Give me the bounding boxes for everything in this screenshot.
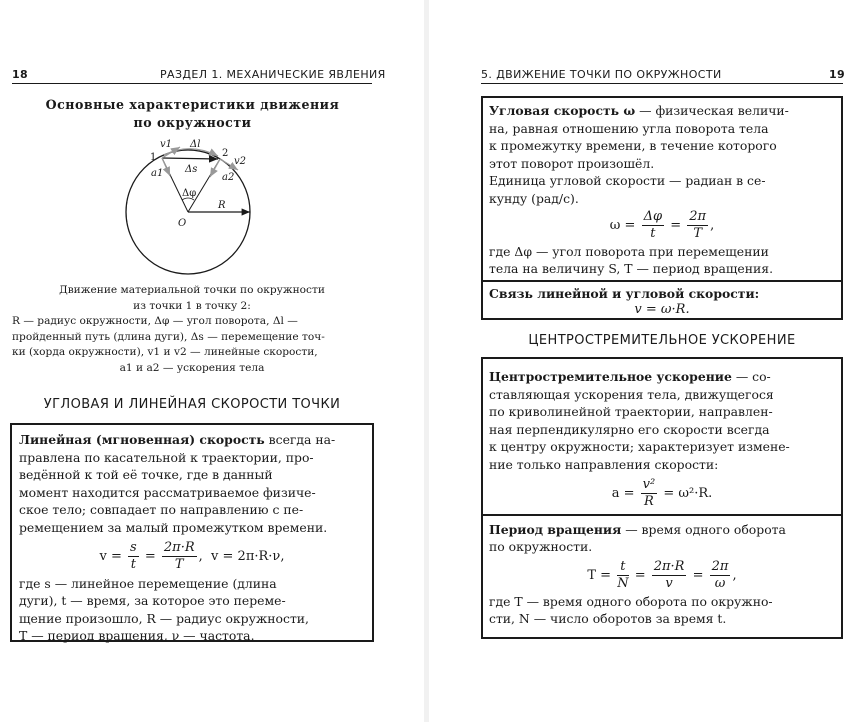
section-heading-linear: УГЛОВАЯ И ЛИНЕЙНАЯ СКОРОСТИ ТОЧКИ: [43, 397, 341, 412]
period-after1: где T — время одного оборота по окружно-: [489, 593, 773, 609]
angular-line4: этот поворот произошёл.: [489, 155, 655, 171]
linear-term: Линейная (мгновенная) скорость: [19, 432, 265, 447]
linear-line5: ское тело; совпадает по направлению с пе-: [19, 502, 304, 518]
label-O: O: [178, 218, 187, 229]
acceleration-a2: [210, 159, 220, 177]
period-term: Период вращения: [489, 521, 622, 537]
label-point-2: 2: [222, 148, 229, 159]
label-a2: a2: [222, 172, 235, 183]
angular-line1: Угловая скорость ω — физическая величи-: [489, 103, 789, 118]
figure-title-line1: Основные характеристики движения: [45, 97, 340, 112]
linear-line2: правлена по касательной к траектории, про-: [19, 449, 314, 465]
caption-line3: R — радиус окружности, Δφ — угол поворота, Δl —: [12, 315, 298, 328]
label-dphi: Δφ: [182, 188, 197, 199]
angular-after2: тела на величину S, T — период вращения.: [489, 261, 774, 277]
displacement-chord: [162, 158, 218, 159]
angular-line5: Единица угловой скорости — радиан в се-: [489, 173, 766, 189]
figure-title-line2: по окружности: [133, 115, 252, 130]
link-title: Связь линейной и угловой скорости:: [489, 285, 760, 301]
caption-line4: пройденный путь (длина дуги), Δs — перемещение точ-: [12, 330, 325, 343]
label-v1: v1: [160, 139, 173, 150]
centripetal-line4: ная перпендикулярно его скорости всегда: [489, 421, 770, 437]
link-subbox: [483, 280, 841, 322]
label-dl: Δl: [190, 139, 201, 150]
label-a1: a1: [151, 168, 164, 179]
centripetal-line3: по криволинейной траектории, направлен-: [489, 404, 773, 420]
linear-line3: ведённой к той её точке, где в данный: [19, 467, 273, 483]
header-rule-right: [481, 83, 843, 84]
linear-after1: где s — линейное перемещение (длина: [19, 575, 277, 591]
angular-term: Угловая скорость ω: [489, 103, 636, 118]
angular-velocity-box: [481, 96, 843, 320]
period-line2: по окружности.: [489, 539, 593, 555]
figure-title: [0, 96, 385, 132]
centripetal-line5: к центру окружности; характеризует измене-: [489, 439, 790, 455]
linear-line1: Линейная (мгновенная) скорость всегда на-: [19, 432, 336, 447]
label-v2: v2: [234, 156, 247, 167]
angular-formula: ω = $\frac{\Delta\varphi}{t}$ = $\frac{2\pi}{T}$ ,: [609, 208, 715, 241]
linear-after2: дуги), t — время, за которое это переме-: [19, 593, 286, 609]
linear-velocity-box: [10, 423, 374, 642]
angular-after1: где Δφ — угол поворота при перемещении: [489, 243, 769, 259]
link-formula: v = ω·R.: [634, 302, 690, 318]
label-ds: Δs: [185, 164, 198, 175]
centripetal-box: [481, 357, 843, 639]
page-number-right: 19: [829, 68, 846, 81]
right-page: [429, 0, 854, 722]
linear-formula: v = $\frac{s}{t}$ = $\frac{2\pi\cdot R}{T}$ , v = 2π·R·ν,: [99, 539, 285, 572]
angular-line2: на, равная отношению угла поворота тела: [489, 120, 769, 136]
linear-after4: T — период вращения, ν — частота.: [19, 628, 255, 644]
caption-line5: ки (хорда окружности), v1 и v2 — линейные скорости,: [12, 346, 318, 359]
angular-line3: к промежутку времени, в течение которого: [489, 138, 777, 154]
page-number-left: 18: [12, 68, 29, 81]
figure-caption: [12, 283, 372, 377]
period-after2: сти, N — число оборотов за время t.: [489, 611, 727, 627]
section-heading-centripetal: ЦЕНТРОСТРЕМИТЕЛЬНОЕ УСКОРЕНИЕ: [528, 333, 796, 348]
period-line1: Период вращения — время одного оборота: [489, 521, 786, 537]
centripetal-line6: ние только направления скорости:: [489, 456, 719, 472]
caption-line6: a1 и a2 — ускорения тела: [119, 361, 265, 374]
caption-line1: Движение материальной точки по окружности: [59, 284, 325, 296]
label-R: R: [218, 200, 226, 211]
left-page: [0, 0, 425, 722]
linear-after3: щение произошло, R — радиус окружности,: [19, 610, 310, 626]
label-point-1: 1: [150, 152, 157, 163]
centripetal-formula: a = $\frac{\text{v²}}{R}$ = ω²·R.: [611, 476, 713, 509]
linear-line6: ремещением за малый промежутком времени.: [19, 519, 328, 535]
period-subbox: [483, 514, 841, 633]
running-head-right: 5. ДВИЖЕНИЕ ТОЧКИ ПО ОКРУЖНОСТИ: [481, 68, 722, 81]
running-head-left: РАЗДЕЛ 1. МЕХАНИЧЕСКИЕ ЯВЛЕНИЯ: [160, 68, 386, 81]
caption-line2: из точки 1 в точку 2:: [133, 299, 251, 312]
centripetal-term: Центростремительное ускорение: [489, 369, 732, 384]
period-formula: T = $\frac{t}{N}$ = $\frac{2\pi\cdot R}{v}$ = $\frac{2\pi}{\omega}$ ,: [587, 558, 737, 591]
linear-line4: момент находится рассматриваемое физиче-: [19, 484, 316, 500]
centripetal-line2: ставляющая ускорения тела, движущегося: [489, 386, 774, 402]
centripetal-line1: Центростремительное ускорение — со-: [489, 369, 771, 384]
angular-line6: кунду (рад/с).: [489, 190, 579, 206]
header-rule-left: [12, 83, 372, 84]
circle-motion-diagram: [100, 134, 300, 284]
